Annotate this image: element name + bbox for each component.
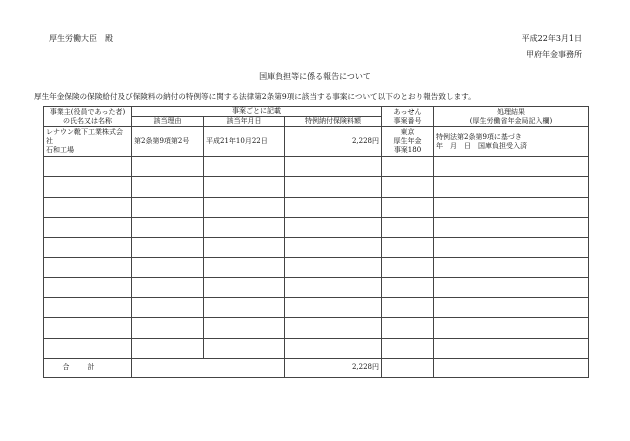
document-title: 国庫負担等に係る報告について (259, 72, 371, 81)
mediation-header (382, 107, 434, 127)
premium-header: 特例納付保険料額 (285, 117, 382, 127)
empty-row (44, 217, 589, 237)
employer-header (44, 107, 132, 127)
employer-name: レナウン靴下工業株式会社 (46, 128, 123, 146)
empty-row (44, 318, 589, 338)
reason-header: 該当理由 (132, 117, 204, 127)
report-table (43, 106, 589, 378)
empty-row (44, 338, 589, 358)
mediation-line3: 事案180 (393, 146, 422, 155)
addressee: 厚生労働大臣 殿 (49, 34, 113, 43)
premium-cell: 2,228円 (285, 127, 382, 157)
total-mediation-cell (382, 358, 434, 377)
mediation-line1: 東京 (400, 128, 415, 137)
mediation-line2: 厚生年金 (393, 137, 422, 146)
employer-header-line2: の氏名又は名称 (63, 116, 112, 125)
issuing-office: 甲府年金事務所 (526, 50, 582, 59)
empty-row (44, 278, 589, 298)
result-line1: 特例法第2条第9項に基づき (436, 132, 522, 141)
empty-row (44, 177, 589, 197)
empty-row (44, 197, 589, 217)
total-premium: 2,228円 (285, 358, 382, 377)
date-header: 該当年月日 (204, 117, 285, 127)
total-blank-cell (132, 358, 285, 377)
empty-row (44, 157, 589, 177)
reason-cell: 第2条第9項第2号 (132, 127, 204, 157)
mediation-header-line1: あっせん (393, 107, 422, 116)
total-label: 合計 (62, 363, 113, 372)
total-result-cell (434, 358, 589, 377)
result-header-line1: 処理結果 (497, 107, 525, 116)
result-cell (434, 127, 589, 157)
empty-row (44, 237, 589, 257)
empty-row (44, 258, 589, 278)
employer-header-line1: 事業主(役員であった者) (49, 107, 126, 116)
report-date: 平成22年3月1日 (521, 34, 582, 43)
per-case-header: 事案ごとに記載 (132, 107, 382, 117)
date-cell: 平成21年10月22日 (204, 127, 285, 157)
total-label-cell (44, 358, 132, 377)
total-row (44, 358, 589, 377)
result-line2: 年 月 日 国庫負担受入済 (436, 141, 527, 150)
empty-row (44, 298, 589, 318)
result-header-line2: (厚生労働省年金局記入欄) (469, 116, 553, 125)
employer-branch: 石和工場 (46, 146, 74, 155)
header-row-1 (44, 107, 589, 117)
mediation-header-line2: 事案番号 (393, 116, 422, 125)
table-row (44, 127, 589, 157)
employer-cell (44, 127, 132, 157)
intro-text: 厚生年金保険の保険給付及び保険料の納付の特例等に関する法律第2条第9項に該当する事案について以下のとおり報告致します。 (34, 92, 476, 101)
result-header (434, 107, 589, 127)
mediation-cell (382, 127, 434, 157)
